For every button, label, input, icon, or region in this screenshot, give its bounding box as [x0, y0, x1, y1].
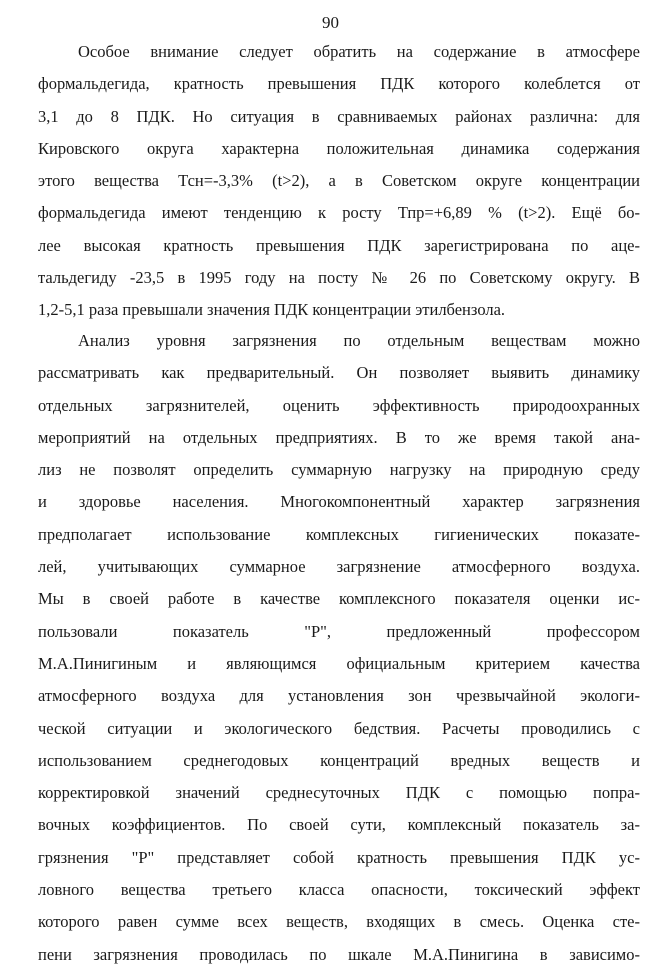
text-line: использованием среднегодовых концентраций вредных веществ и	[38, 750, 640, 770]
text-line: пени загрязнения проводилась по шкале М.А.Пинигина в зависимо-	[38, 944, 640, 964]
text-line: отдельных загрязнителей, оценить эффективность природоохранных	[38, 395, 640, 415]
text-line: Кировского округа характерна положительная динамика содержания	[38, 138, 640, 158]
text-line: лиз не позволят определить суммарную нагрузку на природную среду	[38, 460, 640, 480]
paragraph-1	[38, 36, 640, 327]
text-line: пользовали показатель "Р", предложенный профессором	[38, 621, 640, 641]
text-line: Мы в своей работе в качестве комплексного показателя оценки ис-	[38, 589, 640, 609]
text-line: предполагает использование комплексных гигиенических показате-	[38, 524, 640, 544]
text-line: формальдегида, кратность превышения ПДК которого колеблется от	[38, 74, 640, 94]
text-line: атмосферного воздуха для установления зон чрезвычайной экологи-	[38, 686, 640, 706]
text-line: этого вещества Тсн=-3,3% (t>2), а в Советском округе концентрации	[38, 171, 640, 191]
text-line: тальдегиду -23,5 в 1995 году на посту № 26 по Советскому округу. В	[38, 268, 640, 288]
text-line: формальдегида имеют тенденцию к росту Тпр=+6,89 % (t>2). Ещё бо-	[38, 203, 640, 223]
page-number: 90	[322, 13, 339, 32]
text-line: ческой ситуации и экологического бедствия. Расчеты проводились с	[38, 718, 640, 738]
text-line: Особое внимание следует обратить на содержание в атмосфере	[78, 42, 640, 61]
text-line: рассматривать как предварительный. Он позволяет выявить динамику	[38, 363, 640, 383]
text-line: 1,2-5,1 раза превышали значения ПДК концентрации этилбензола.	[38, 300, 506, 320]
text-line: корректировкой значений среднесуточных ПДК с помощью попра-	[38, 783, 640, 803]
paragraph-2	[38, 325, 640, 971]
text-line: ловного вещества третьего класса опасности, токсический эффект	[38, 880, 640, 900]
text-line: и здоровье населения. Многокомпонентный характер загрязнения	[38, 492, 640, 512]
text-line: мероприятий на отдельных предприятиях. В то же время такой ана-	[38, 427, 640, 447]
text-line: вочных коэффициентов. По своей сути, комплексный показатель за-	[38, 815, 640, 835]
text-line: которого равен сумме всех веществ, входящих в смесь. Оценка сте-	[38, 912, 640, 932]
text-line: М.А.Пинигиным и являющимся официальным критерием качества	[38, 653, 640, 673]
text-line: лее высокая кратность превышения ПДК зарегистрирована по аце-	[38, 235, 640, 255]
text-line: лей, учитывающих суммарное загрязнение атмосферного воздуха.	[38, 557, 640, 577]
text-line: грязнения "Р" представляет собой кратность превышения ПДК ус-	[38, 847, 640, 867]
text-line: 3,1 до 8 ПДК. Но ситуация в сравниваемых районах различна: для	[38, 106, 640, 126]
text-line: Анализ уровня загрязнения по отдельным веществам можно	[78, 331, 640, 350]
